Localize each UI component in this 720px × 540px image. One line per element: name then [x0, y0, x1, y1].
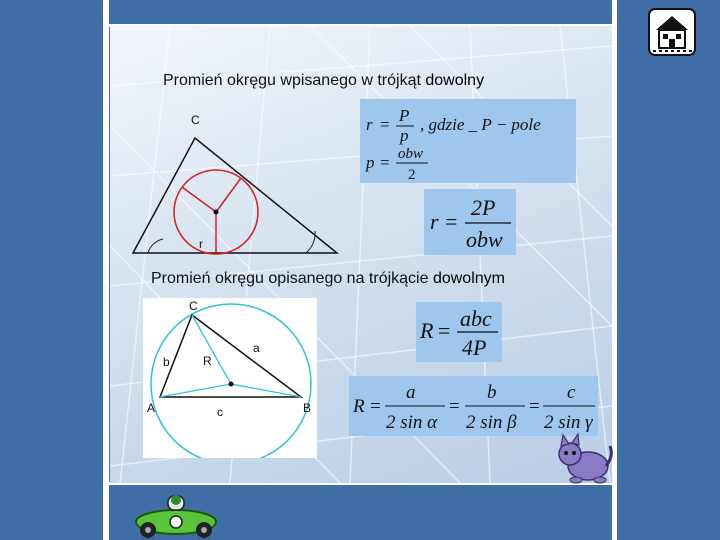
svg-text:=: = — [449, 396, 460, 417]
svg-text:=: = — [370, 396, 381, 417]
label-A: A — [147, 401, 156, 415]
label-C: C — [191, 113, 200, 127]
circumscribed-figure-panel — [143, 298, 317, 458]
label-c: c — [217, 405, 223, 419]
car-icon[interactable] — [134, 490, 218, 540]
svg-text:r: r — [366, 115, 373, 134]
svg-text:2P: 2P — [471, 195, 496, 220]
circumscribed-circle-figure — [143, 298, 317, 458]
svg-text:abc: abc — [460, 306, 492, 331]
circumscribed-circle — [151, 304, 311, 458]
formula-box-R-abc — [416, 302, 502, 362]
svg-text:p: p — [366, 153, 375, 172]
svg-text:2 sin γ: 2 sin γ — [544, 412, 593, 433]
svg-text:b: b — [487, 382, 497, 403]
circumscribed-circle-title: Promień okręgu opisanego na trójkącie dowolnym — [151, 270, 505, 287]
triangle — [133, 138, 337, 253]
svg-text:2: 2 — [408, 167, 416, 183]
svg-text:R: R — [420, 318, 434, 343]
svg-text:a: a — [406, 382, 416, 403]
svg-text:=: = — [529, 396, 540, 417]
svg-text:P: P — [399, 106, 410, 125]
svg-text:=: = — [445, 209, 458, 234]
label-C: C — [189, 299, 198, 313]
inscribed-circle-figure — [115, 106, 355, 266]
formula-box-sine-law — [349, 376, 598, 436]
label-B: B — [303, 401, 312, 415]
svg-text:p: p — [400, 126, 409, 145]
svg-text:R: R — [353, 396, 365, 417]
svg-text:, gdzie _ P − pole: , gdzie _ P − pole — [420, 115, 541, 134]
svg-text:c: c — [567, 382, 576, 403]
svg-text:2 sin β: 2 sin β — [466, 412, 517, 433]
svg-text:=: = — [438, 318, 451, 343]
left-border — [103, 0, 109, 540]
formula-box-r-pole — [360, 99, 576, 183]
house-icon[interactable] — [648, 8, 696, 56]
label-r: r — [199, 237, 203, 251]
label-b: b — [163, 355, 170, 369]
label-R: R — [203, 354, 212, 368]
svg-text:2 sin α: 2 sin α — [386, 412, 438, 433]
label-a: a — [253, 341, 260, 355]
svg-text:4P: 4P — [462, 335, 487, 360]
svg-text:=: = — [380, 115, 390, 134]
svg-text:obw: obw — [398, 146, 424, 162]
inscribed-circle-title: Promień okręgu wpisanego w trójkąt dowolny — [163, 72, 485, 89]
formula-box-r — [424, 189, 516, 255]
slide — [110, 26, 612, 483]
svg-text:r: r — [430, 209, 439, 234]
svg-text:=: = — [380, 153, 390, 172]
cat-icon — [556, 432, 614, 486]
svg-text:obw: obw — [466, 227, 503, 252]
